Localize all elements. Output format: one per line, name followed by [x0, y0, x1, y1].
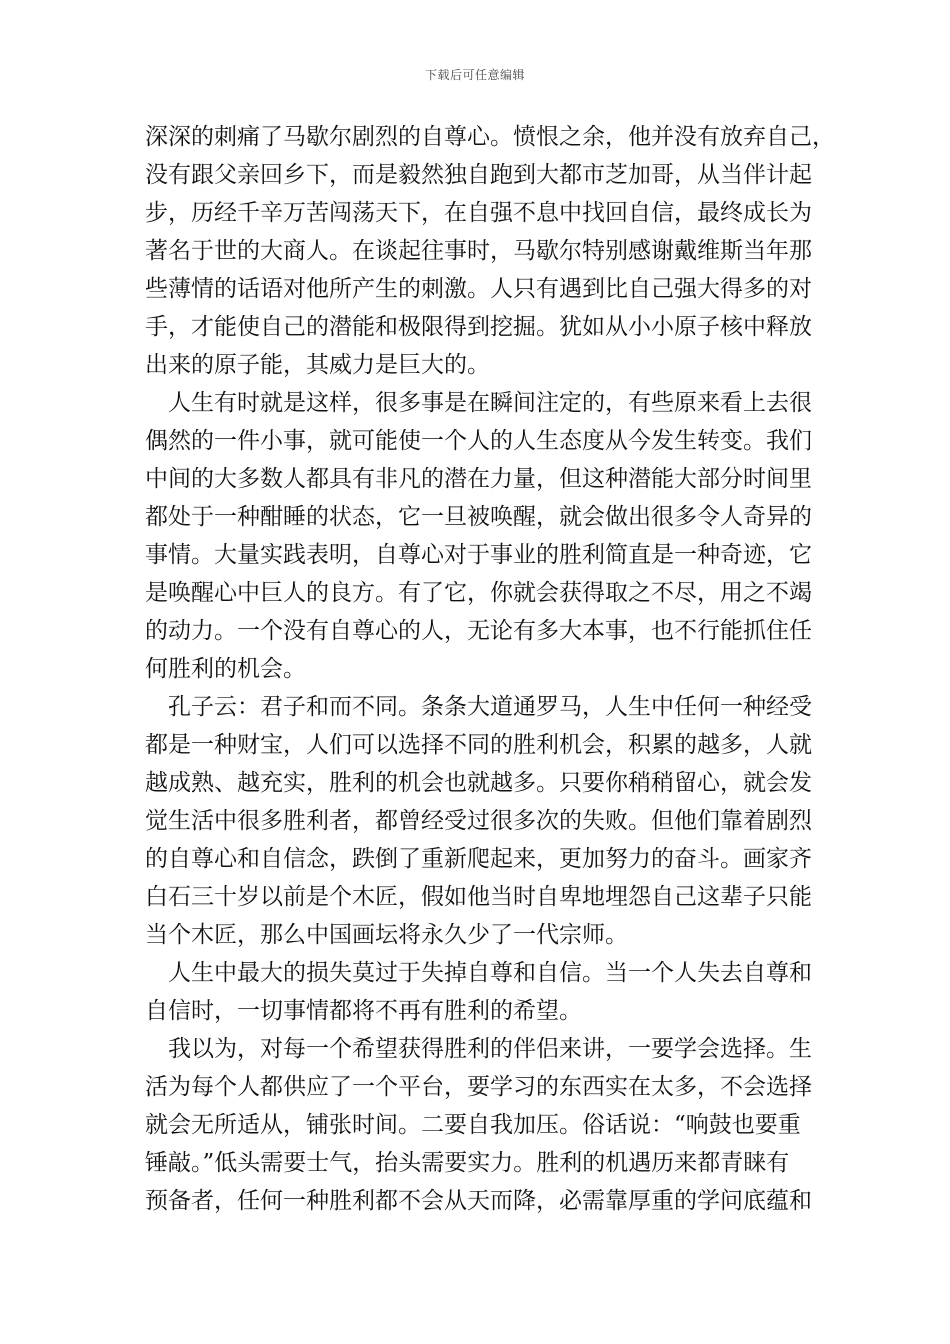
text-line: 没有跟父亲回乡下，而是毅然独自跑到大都市芝加哥，从当伴计起 [145, 162, 812, 188]
paragraph-start-line: 人生中最大的损失莫过于失掉自尊和自信。当一个人失去自尊和 [168, 960, 812, 986]
page-header: 下载后可任意编辑 [424, 68, 525, 82]
text-line: 锤敲。”低头需要士气，抬头需要实力。胜利的机遇历来都青睐有 [145, 1150, 790, 1176]
body-text [145, 118, 835, 1220]
text-line: 白石三十岁以前是个木匠，假如他当时自卑地埋怨自己这辈子只能 [145, 884, 812, 910]
text-line: 是唤醒心中巨人的良方。有了它，你就会获得取之不尽，用之不竭 [145, 580, 812, 606]
text-line: 活为每个人都供应了一个平台，要学习的东西实在太多，不会选择 [145, 1074, 812, 1100]
text-line: 何胜利的机会。 [145, 656, 306, 682]
text-line: 觉生活中很多胜利者，都曾经受过很多次的失败。但他们靠着剧烈 [145, 808, 812, 834]
text-line: 中间的大多数人都具有非凡的潜在力量，但这种潜能大部分时间里 [145, 466, 812, 492]
text-line: 著名于世的大商人。在谈起往事时，马歇尔特别感谢戴维斯当年那 [145, 238, 812, 264]
text-line: 都处于一种酣睡的状态，它一旦被唤醒，就会做出很多令人奇异的 [145, 504, 812, 530]
text-line: 些薄情的话语对他所产生的刺激。人只有遇到比自己强大得多的对 [145, 276, 812, 302]
text-line: 的自尊心和自信念，跌倒了重新爬起来，更加努力的奋斗。画家齐 [145, 846, 812, 872]
text-line: 越成熟、越充实，胜利的机会也就越多。只要你稍稍留心，就会发 [145, 770, 812, 796]
text-line: 深深的刺痛了马歇尔剧烈的自尊心。愤恨之余，他并没有放弃自己， [145, 124, 835, 150]
text-line: 事情。大量实践表明，自尊心对于事业的胜利简直是一种奇迹，它 [145, 542, 812, 568]
paragraph-start-line: 我以为，对每一个希望获得胜利的伴侣来讲，一要学会选择。生 [168, 1036, 812, 1062]
text-line: 步，历经千辛万苦闯荡天下，在自强不息中找回自信，最终成长为 [145, 200, 812, 226]
paragraph-start-line: 人生有时就是这样，很多事是在瞬间注定的，有些原来看上去很 [168, 390, 812, 416]
text-line: 自信时，一切事情都将不再有胜利的希望。 [145, 998, 582, 1024]
text-line: 当个木匠，那么中国画坛将永久少了一代宗师。 [145, 922, 628, 948]
text-line: 都是一种财宝，人们可以选择不同的胜利机会，积累的越多，人就 [145, 732, 812, 758]
text-line: 偶然的一件小事，就可能使一个人的人生态度从今发生转变。我们 [145, 428, 812, 454]
text-line: 出来的原子能，其威力是巨大的。 [145, 352, 490, 378]
text-line: 的动力。一个没有自尊心的人，无论有多大本事，也不行能抓住任 [145, 618, 812, 644]
paragraph-start-line: 孔子云：君子和而不同。条条大道通罗马，人生中任何一种经受 [168, 694, 812, 720]
text-line: 就会无所适从，铺张时间。二要自我加压。俗话说：“响鼓也要重 [145, 1112, 801, 1138]
text-line: 手，才能使自己的潜能和极限得到挖掘。犹如从小小原子核中释放 [145, 314, 812, 340]
text-line: 预备者，任何一种胜利都不会从天而降，必需靠厚重的学问底蕴和 [145, 1188, 812, 1214]
